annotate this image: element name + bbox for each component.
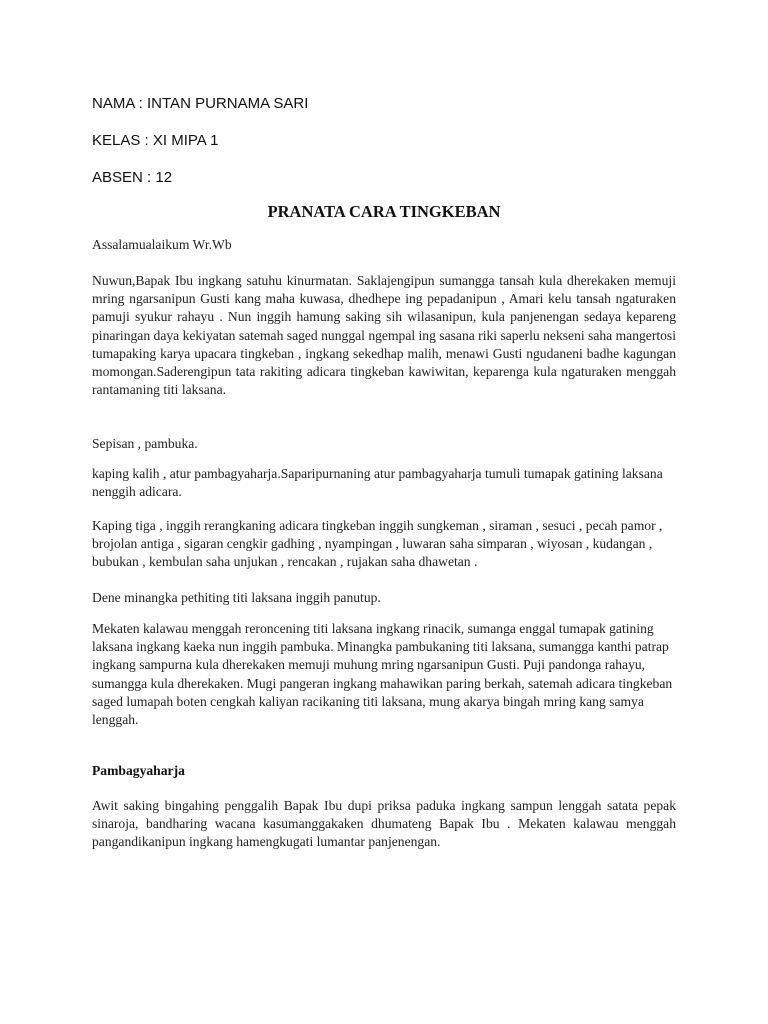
- paragraph-kaping-tiga: Kaping tiga , inggih rerangkaning adicara tingkeban inggih sungkeman , siraman , sesuci , pecah pamor , brojolan antiga , sigaran cengkir gadhing , nyampingan , luwaran saha simparan , wiyosan , kudangan , bubukan , kembulan saha unjukan , rencakan , rujakan saha dhawetan .: [92, 518, 663, 570]
- student-name: NAMA : INTAN PURNAMA SARI: [92, 95, 309, 112]
- paragraph-sepisan: Sepisan , pambuka.: [92, 436, 198, 451]
- paragraph-intro: Nuwun,Bapak Ibu ingkang satuhu kinurmatan. Saklajengipun sumangga tansah kula dherekaken memuji mring ngarsanipun Gusti kang maha kuwasa, dhedhepe ing pepadanipun , Amari kelu tansah ngaturaken pamuji syukur rahayu . Nun inggih hamung saking sih wilasanipun, kula panjenengan sedaya kepareng pinaringan daya kekiyatan satemah saged nunggal ngempal ing sasana riki saperlu nekseni saha mangertosi tumapaking karya upacara tingkeban , ingkang sekedhap malih, menawi Gusti ngudaneni badhe kagungan momongan.Saderengipun tata rakiting adicara tingkeban kawiwitan, keparenga kula ngaturaken menggah rantamaning titi laksana.: [92, 273, 676, 398]
- paragraph-kaping-kalih: kaping kalih , atur pambagyaharja.Saparipurnaning atur pambagyaharja tumuli tumapak gatining laksana nenggih adicara.: [92, 466, 663, 500]
- greeting: Assalamualaikum Wr.Wb: [92, 237, 232, 252]
- section-heading: Pambagyaharja: [92, 763, 185, 778]
- document-title: PRANATA CARA TINGKEBAN: [267, 202, 501, 221]
- paragraph-mekaten: Mekaten kalawau menggah reroncening titi laksana ingkang rinacik, sumanga enggal tumapak gatining laksana ingkang kaeka nun inggih pambuka. Minangka pambukaning titi laksana, sumangga kanthi patrap ingkang sampurna kula dherekaken memuji muhung mring ngarsanipun Gusti. Puji pandonga rahayu, sumangga kula dherekaken. Mugi pangeran ingkang mahawikan paring berkah, satemah adicara tingkeban saged lumapah boten cengkah kaliyan racikaning titi laksana, mung akarya bingah mring kang samya lenggah.: [92, 621, 673, 728]
- student-absen: ABSEN : 12: [92, 169, 173, 186]
- section-paragraph: Awit saking bingahing penggalih Bapak Ibu dupi priksa paduka ingkang sampun lenggah satata pepak sinaroja, bandharing wacana kasumanggakaken dhumateng Bapak Ibu . Mekaten kalawau menggah pangandikanipun ingkang hamengkugati lumantar panjenengan.: [92, 798, 676, 850]
- student-class: KELAS : XI MIPA 1: [92, 132, 219, 149]
- paragraph-panutup: Dene minangka pethiting titi laksana inggih panutup.: [92, 590, 381, 605]
